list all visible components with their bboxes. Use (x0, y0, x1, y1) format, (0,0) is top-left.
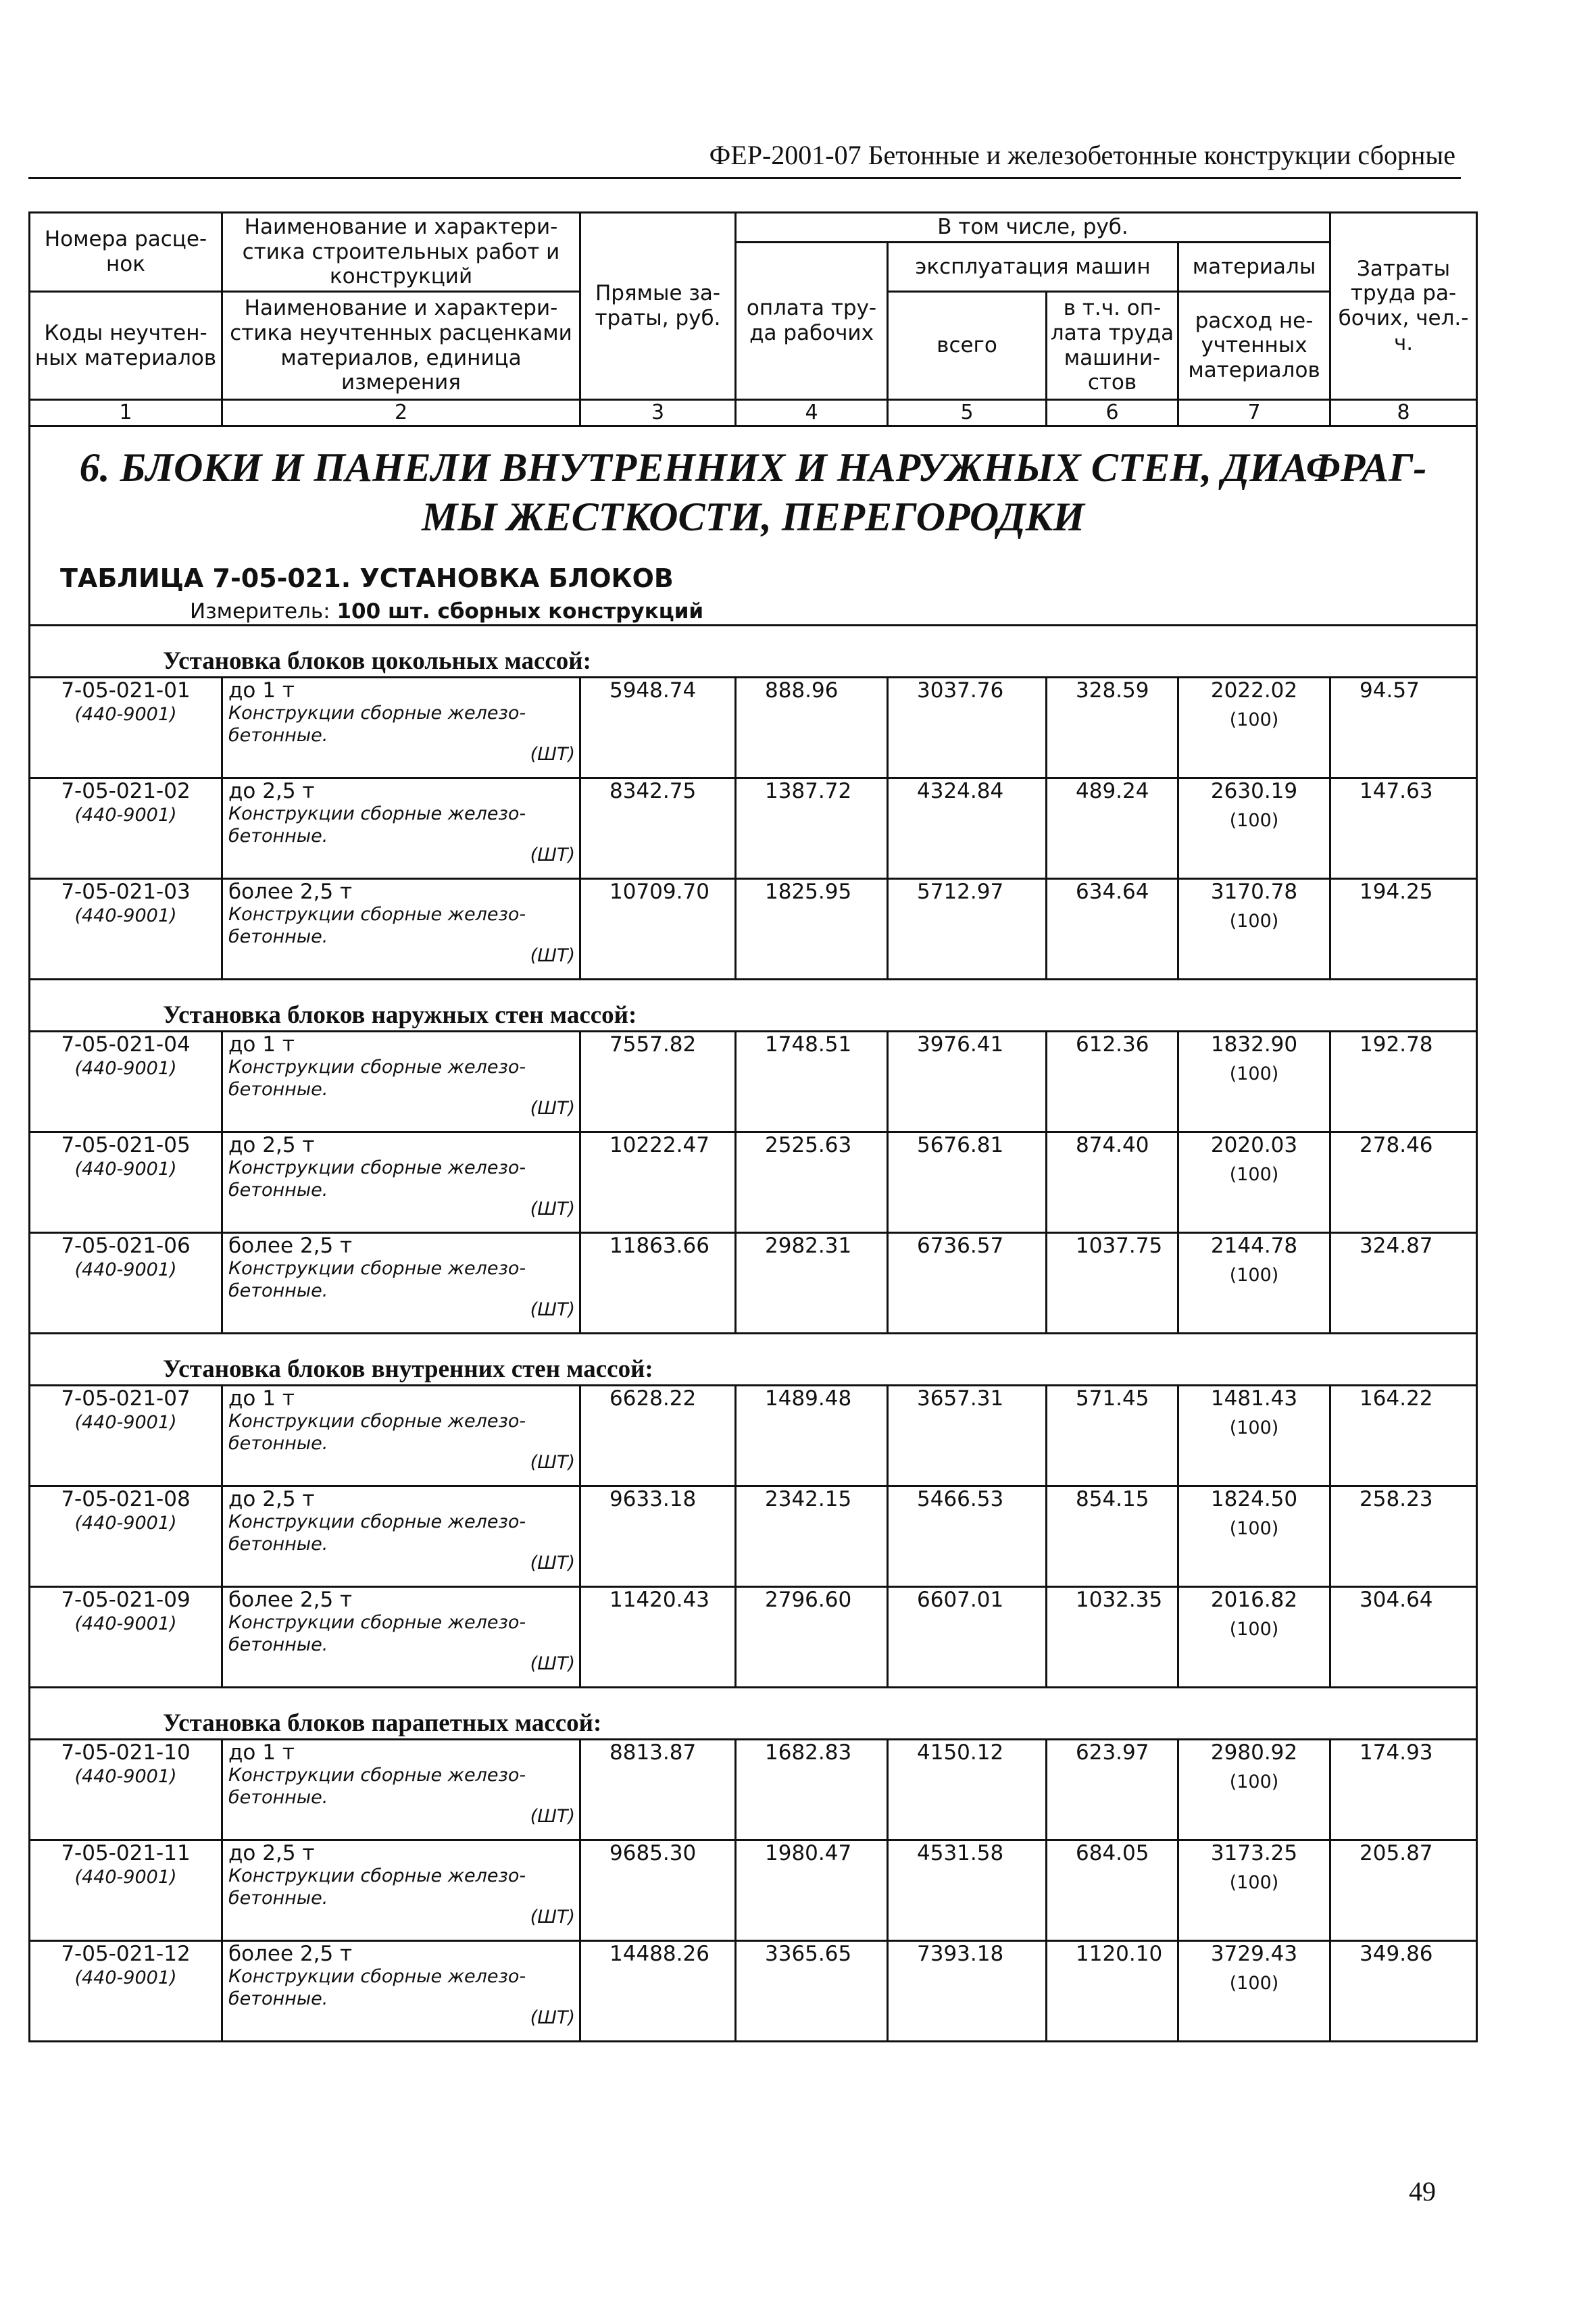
col2-head-top: Наименование и характери-стика строительных работ и конструкций (222, 213, 580, 292)
materials-cell (1178, 778, 1330, 878)
direct-cost: 11420.43 (580, 1586, 736, 1687)
work-name-cell (222, 1132, 580, 1232)
group-row (30, 979, 1477, 1031)
column-number: 1 (30, 400, 222, 426)
material-name: Конструкции сборные железо-бетонные. (228, 703, 526, 746)
material-quantity: (100) (1229, 1619, 1279, 1640)
rate-code: 7-05-021-09 (61, 1587, 191, 1612)
labor-hours: 94.57 (1330, 677, 1477, 778)
table-row (30, 1031, 1477, 1132)
machines-head: эксплуатация машин (888, 242, 1178, 291)
work-mass: более 2,5 т (228, 1941, 353, 1966)
material-name: Конструкции сборные железо-бетонные. (228, 1966, 526, 2009)
materials-cost: 1481.43 (1210, 1386, 1298, 1411)
machinist-pay: 612.36 (1047, 1031, 1178, 1132)
column-number: 2 (222, 400, 580, 426)
work-mass: до 2,5 т (228, 1840, 315, 1865)
work-mass: более 2,5 т (228, 1233, 353, 1258)
group-head: В том числе, руб. (736, 213, 1330, 243)
column-numbers-row (30, 400, 1477, 426)
material-unit: (ШТ) (530, 1199, 575, 1220)
material-unit: (ШТ) (530, 2007, 575, 2029)
work-name-cell (222, 1486, 580, 1586)
rate-code: 7-05-021-06 (61, 1233, 191, 1258)
section-title-row (30, 426, 1477, 626)
materials-cost: 1832.90 (1210, 1032, 1298, 1057)
work-mass: до 2,5 т (228, 1132, 315, 1157)
machines-total: 5712.97 (888, 878, 1047, 979)
labor-hours: 258.23 (1330, 1486, 1477, 1586)
labor-hours: 194.25 (1330, 878, 1477, 979)
material-unit: (ШТ) (530, 1299, 575, 1321)
material-quantity: (100) (1229, 1771, 1279, 1793)
material-unit: (ШТ) (530, 1907, 575, 1928)
labor-hours: 147.63 (1330, 778, 1477, 878)
measurer-label: Измеритель: (190, 599, 337, 624)
direct-cost: 11863.66 (580, 1232, 736, 1333)
work-mass: более 2,5 т (228, 1587, 353, 1612)
material-name: Конструкции сборные железо-бетонные. (228, 1511, 526, 1555)
rate-code: 7-05-021-05 (61, 1132, 191, 1157)
group-row (30, 1687, 1477, 1739)
material-quantity: (100) (1229, 810, 1279, 832)
material-quantity: (100) (1229, 1973, 1279, 1994)
column-number: 4 (736, 400, 888, 426)
col7-head: расход не-учтенных материалов (1178, 292, 1330, 400)
machines-total: 4531.58 (888, 1840, 1047, 1940)
work-name-cell (222, 677, 580, 778)
materials-cost: 3170.78 (1210, 879, 1298, 904)
machinist-pay: 571.45 (1047, 1385, 1178, 1486)
labor-pay: 2525.63 (736, 1132, 888, 1232)
material-code: (440-9001) (74, 905, 177, 927)
work-mass: до 1 т (228, 1032, 295, 1057)
materials-cost: 1824.50 (1210, 1486, 1298, 1511)
work-mass: до 2,5 т (228, 1486, 315, 1511)
col3-head: Прямые за-траты, руб. (580, 213, 736, 400)
direct-cost: 7557.82 (580, 1031, 736, 1132)
column-number: 7 (1178, 400, 1330, 426)
machines-total: 6607.01 (888, 1586, 1047, 1687)
column-number: 5 (888, 400, 1047, 426)
materials-cell (1178, 1132, 1330, 1232)
materials-cost: 2020.03 (1210, 1132, 1298, 1157)
rate-code-cell (30, 1132, 222, 1232)
column-number: 6 (1047, 400, 1178, 426)
col6-head: в т.ч. оп-лата труда машини-стов (1047, 292, 1178, 400)
machines-total: 4324.84 (888, 778, 1047, 878)
materials-cell (1178, 1232, 1330, 1333)
material-code: (440-9001) (74, 1766, 177, 1788)
material-name: Конструкции сборные железо-бетонные. (228, 803, 526, 847)
machines-total: 5466.53 (888, 1486, 1047, 1586)
table-row (30, 1940, 1477, 2041)
group-title: Установка блоков внутренних стен массой: (30, 1333, 1477, 1385)
material-unit: (ШТ) (530, 1553, 575, 1574)
machines-total: 3976.41 (888, 1031, 1047, 1132)
materials-cost: 2980.92 (1210, 1740, 1298, 1765)
machines-total: 5676.81 (888, 1132, 1047, 1232)
table-title: ТАБЛИЦА 7-05-021. УСТАНОВКА БЛОКОВ (60, 563, 674, 594)
materials-cell (1178, 878, 1330, 979)
materials-cost: 3729.43 (1210, 1941, 1298, 1966)
material-unit: (ШТ) (530, 744, 575, 765)
work-mass: до 2,5 т (228, 778, 315, 803)
machinist-pay: 489.24 (1047, 778, 1178, 878)
page-number: 49 (1409, 2176, 1436, 2207)
labor-pay: 1682.83 (736, 1739, 888, 1840)
col1-head-bottom: Коды неучтен-ных материалов (30, 292, 222, 400)
measurer-value: 100 шт. сборных конструкций (336, 599, 704, 624)
work-name-cell (222, 1739, 580, 1840)
rate-code: 7-05-021-03 (61, 879, 191, 904)
rate-code-cell (30, 1031, 222, 1132)
labor-hours: 164.22 (1330, 1385, 1477, 1486)
machinist-pay: 634.64 (1047, 878, 1178, 979)
group-row (30, 625, 1477, 677)
machines-total: 3657.31 (888, 1385, 1047, 1486)
material-unit: (ШТ) (530, 1098, 575, 1120)
materials-cost: 2144.78 (1210, 1233, 1298, 1258)
page-header (28, 135, 1461, 179)
materials-cell (1178, 1840, 1330, 1940)
table-row (30, 1232, 1477, 1333)
direct-cost: 8342.75 (580, 778, 736, 878)
materials-cell (1178, 1586, 1330, 1687)
group-row (30, 1333, 1477, 1385)
material-name: Конструкции сборные железо-бетонные. (228, 1765, 526, 1808)
col1-head-top: Номера расце-нок (30, 213, 222, 292)
table-row (30, 1385, 1477, 1486)
rate-code-cell (30, 1739, 222, 1840)
work-name-cell (222, 1232, 580, 1333)
labor-hours: 324.87 (1330, 1232, 1477, 1333)
machinist-pay: 623.97 (1047, 1739, 1178, 1840)
table-row (30, 1739, 1477, 1840)
direct-cost: 14488.26 (580, 1940, 736, 2041)
group-title: Установка блоков наружных стен массой: (30, 979, 1477, 1031)
material-code: (440-9001) (74, 1259, 177, 1281)
material-quantity: (100) (1229, 1063, 1279, 1085)
material-quantity: (100) (1229, 1417, 1279, 1439)
rate-code-cell (30, 1385, 222, 1486)
material-code: (440-9001) (74, 1613, 177, 1635)
materials-cost: 2016.82 (1210, 1587, 1298, 1612)
work-mass: более 2,5 т (228, 879, 353, 904)
labor-pay: 1980.47 (736, 1840, 888, 1940)
work-name-cell (222, 1840, 580, 1940)
material-code: (440-9001) (74, 1967, 177, 1989)
machinist-pay: 328.59 (1047, 677, 1178, 778)
table-row (30, 1840, 1477, 1940)
material-name: Конструкции сборные железо-бетонные. (228, 1612, 526, 1655)
work-mass: до 1 т (228, 1386, 295, 1411)
rate-code-cell (30, 677, 222, 778)
material-quantity: (100) (1229, 709, 1279, 731)
rate-code-cell (30, 1486, 222, 1586)
material-quantity: (100) (1229, 1265, 1279, 1286)
rate-code: 7-05-021-07 (61, 1386, 191, 1411)
labor-pay: 2342.15 (736, 1486, 888, 1586)
work-name-cell (222, 1385, 580, 1486)
labor-pay: 888.96 (736, 677, 888, 778)
materials-cost: 3173.25 (1210, 1840, 1298, 1865)
labor-hours: 349.86 (1330, 1940, 1477, 2041)
material-name: Конструкции сборные железо-бетонные. (228, 1057, 526, 1100)
work-name-cell (222, 1940, 580, 2041)
material-name: Конструкции сборные железо-бетонные. (228, 1411, 526, 1454)
labor-pay: 1825.95 (736, 878, 888, 979)
labor-pay: 2982.31 (736, 1232, 888, 1333)
machines-total: 3037.76 (888, 677, 1047, 778)
material-unit: (ШТ) (530, 1452, 575, 1474)
labor-pay: 1489.48 (736, 1385, 888, 1486)
col5-head: всего (888, 292, 1047, 400)
rate-code-cell (30, 1586, 222, 1687)
direct-cost: 9685.30 (580, 1840, 736, 1940)
materials-cell (1178, 1739, 1330, 1840)
material-code: (440-9001) (74, 1412, 177, 1434)
rate-code-cell (30, 1232, 222, 1333)
material-quantity: (100) (1229, 1518, 1279, 1540)
column-number: 8 (1330, 400, 1477, 426)
machinist-pay: 1120.10 (1047, 1940, 1178, 2041)
labor-pay: 1387.72 (736, 778, 888, 878)
table-row (30, 1586, 1477, 1687)
table-row (30, 778, 1477, 878)
machines-total: 6736.57 (888, 1232, 1047, 1333)
group-title: Установка блоков парапетных массой: (30, 1687, 1477, 1739)
material-quantity: (100) (1229, 1872, 1279, 1894)
materials-cell (1178, 1031, 1330, 1132)
machines-total: 7393.18 (888, 1940, 1047, 2041)
material-code: (440-9001) (74, 805, 177, 826)
page-header-title: ФЕР-2001-07 Бетонные и железобетонные конструкции сборные (709, 140, 1455, 170)
rate-code: 7-05-021-02 (61, 778, 191, 803)
material-unit: (ШТ) (530, 1653, 575, 1675)
direct-cost: 5948.74 (580, 677, 736, 778)
price-table (28, 211, 1478, 2042)
rate-code-cell (30, 878, 222, 979)
materials-cost: 2022.02 (1210, 678, 1298, 703)
direct-cost: 10709.70 (580, 878, 736, 979)
rate-code: 7-05-021-01 (61, 678, 191, 703)
section-title: 6. БЛОКИ И ПАНЕЛИ ВНУТРЕННИХ И НАРУЖНЫХ СТЕН, ДИАФРАГ-МЫ ЖЕСТКОСТИ, ПЕРЕГОРОДКИ (79, 445, 1427, 540)
rate-code-cell (30, 1840, 222, 1940)
machines-total: 4150.12 (888, 1739, 1047, 1840)
rate-code-cell (30, 1940, 222, 2041)
labor-pay: 1748.51 (736, 1031, 888, 1132)
rate-code: 7-05-021-11 (61, 1840, 191, 1865)
materials-head: материалы (1178, 242, 1330, 291)
direct-cost: 6628.22 (580, 1385, 736, 1486)
labor-hours: 174.93 (1330, 1739, 1477, 1840)
labor-pay: 2796.60 (736, 1586, 888, 1687)
material-code: (440-9001) (74, 1513, 177, 1534)
machinist-pay: 1032.35 (1047, 1586, 1178, 1687)
rate-code: 7-05-021-12 (61, 1941, 191, 1966)
measurer (190, 599, 1470, 624)
labor-hours: 192.78 (1330, 1031, 1477, 1132)
rate-code: 7-05-021-04 (61, 1032, 191, 1057)
table-row (30, 677, 1477, 778)
rate-code: 7-05-021-10 (61, 1740, 191, 1765)
group-title: Установка блоков цокольных массой: (30, 625, 1477, 677)
machinist-pay: 854.15 (1047, 1486, 1178, 1586)
direct-cost: 9633.18 (580, 1486, 736, 1586)
col4-head: оплата тру-да рабочих (736, 242, 888, 399)
material-name: Конструкции сборные железо-бетонные. (228, 1157, 526, 1201)
column-number: 3 (580, 400, 736, 426)
materials-cost: 2630.19 (1210, 778, 1298, 803)
material-quantity: (100) (1229, 911, 1279, 932)
material-code: (440-9001) (74, 704, 177, 726)
material-unit: (ШТ) (530, 845, 575, 866)
work-name-cell (222, 1586, 580, 1687)
machinist-pay: 684.05 (1047, 1840, 1178, 1940)
materials-cell (1178, 1940, 1330, 2041)
material-unit: (ШТ) (530, 1806, 575, 1828)
work-name-cell (222, 878, 580, 979)
labor-hours: 304.64 (1330, 1586, 1477, 1687)
labor-pay: 3365.65 (736, 1940, 888, 2041)
labor-hours: 205.87 (1330, 1840, 1477, 1940)
labor-hours: 278.46 (1330, 1132, 1477, 1232)
work-name-cell (222, 1031, 580, 1132)
material-code: (440-9001) (74, 1058, 177, 1080)
work-mass: до 1 т (228, 678, 295, 703)
material-name: Конструкции сборные железо-бетонные. (228, 1258, 526, 1301)
material-unit: (ШТ) (530, 945, 575, 967)
materials-cell (1178, 1486, 1330, 1586)
table-row (30, 1132, 1477, 1232)
machinist-pay: 1037.75 (1047, 1232, 1178, 1333)
table-row (30, 1486, 1477, 1586)
materials-cell (1178, 677, 1330, 778)
materials-cell (1178, 1385, 1330, 1486)
material-name: Конструкции сборные железо-бетонные. (228, 1865, 526, 1909)
material-code: (440-9001) (74, 1867, 177, 1888)
col8-head: Затраты труда ра-бочих, чел.-ч. (1330, 213, 1477, 400)
table-row (30, 878, 1477, 979)
material-quantity: (100) (1229, 1164, 1279, 1186)
machinist-pay: 874.40 (1047, 1132, 1178, 1232)
material-code: (440-9001) (74, 1159, 177, 1180)
rate-code: 7-05-021-08 (61, 1486, 191, 1511)
work-mass: до 1 т (228, 1740, 295, 1765)
material-name: Конструкции сборные железо-бетонные. (228, 904, 526, 947)
col2-head-bottom: Наименование и характери-стика неучтенных расценками материалов, единица измерения (222, 292, 580, 400)
rate-code-cell (30, 778, 222, 878)
direct-cost: 8813.87 (580, 1739, 736, 1840)
work-name-cell (222, 778, 580, 878)
direct-cost: 10222.47 (580, 1132, 736, 1232)
